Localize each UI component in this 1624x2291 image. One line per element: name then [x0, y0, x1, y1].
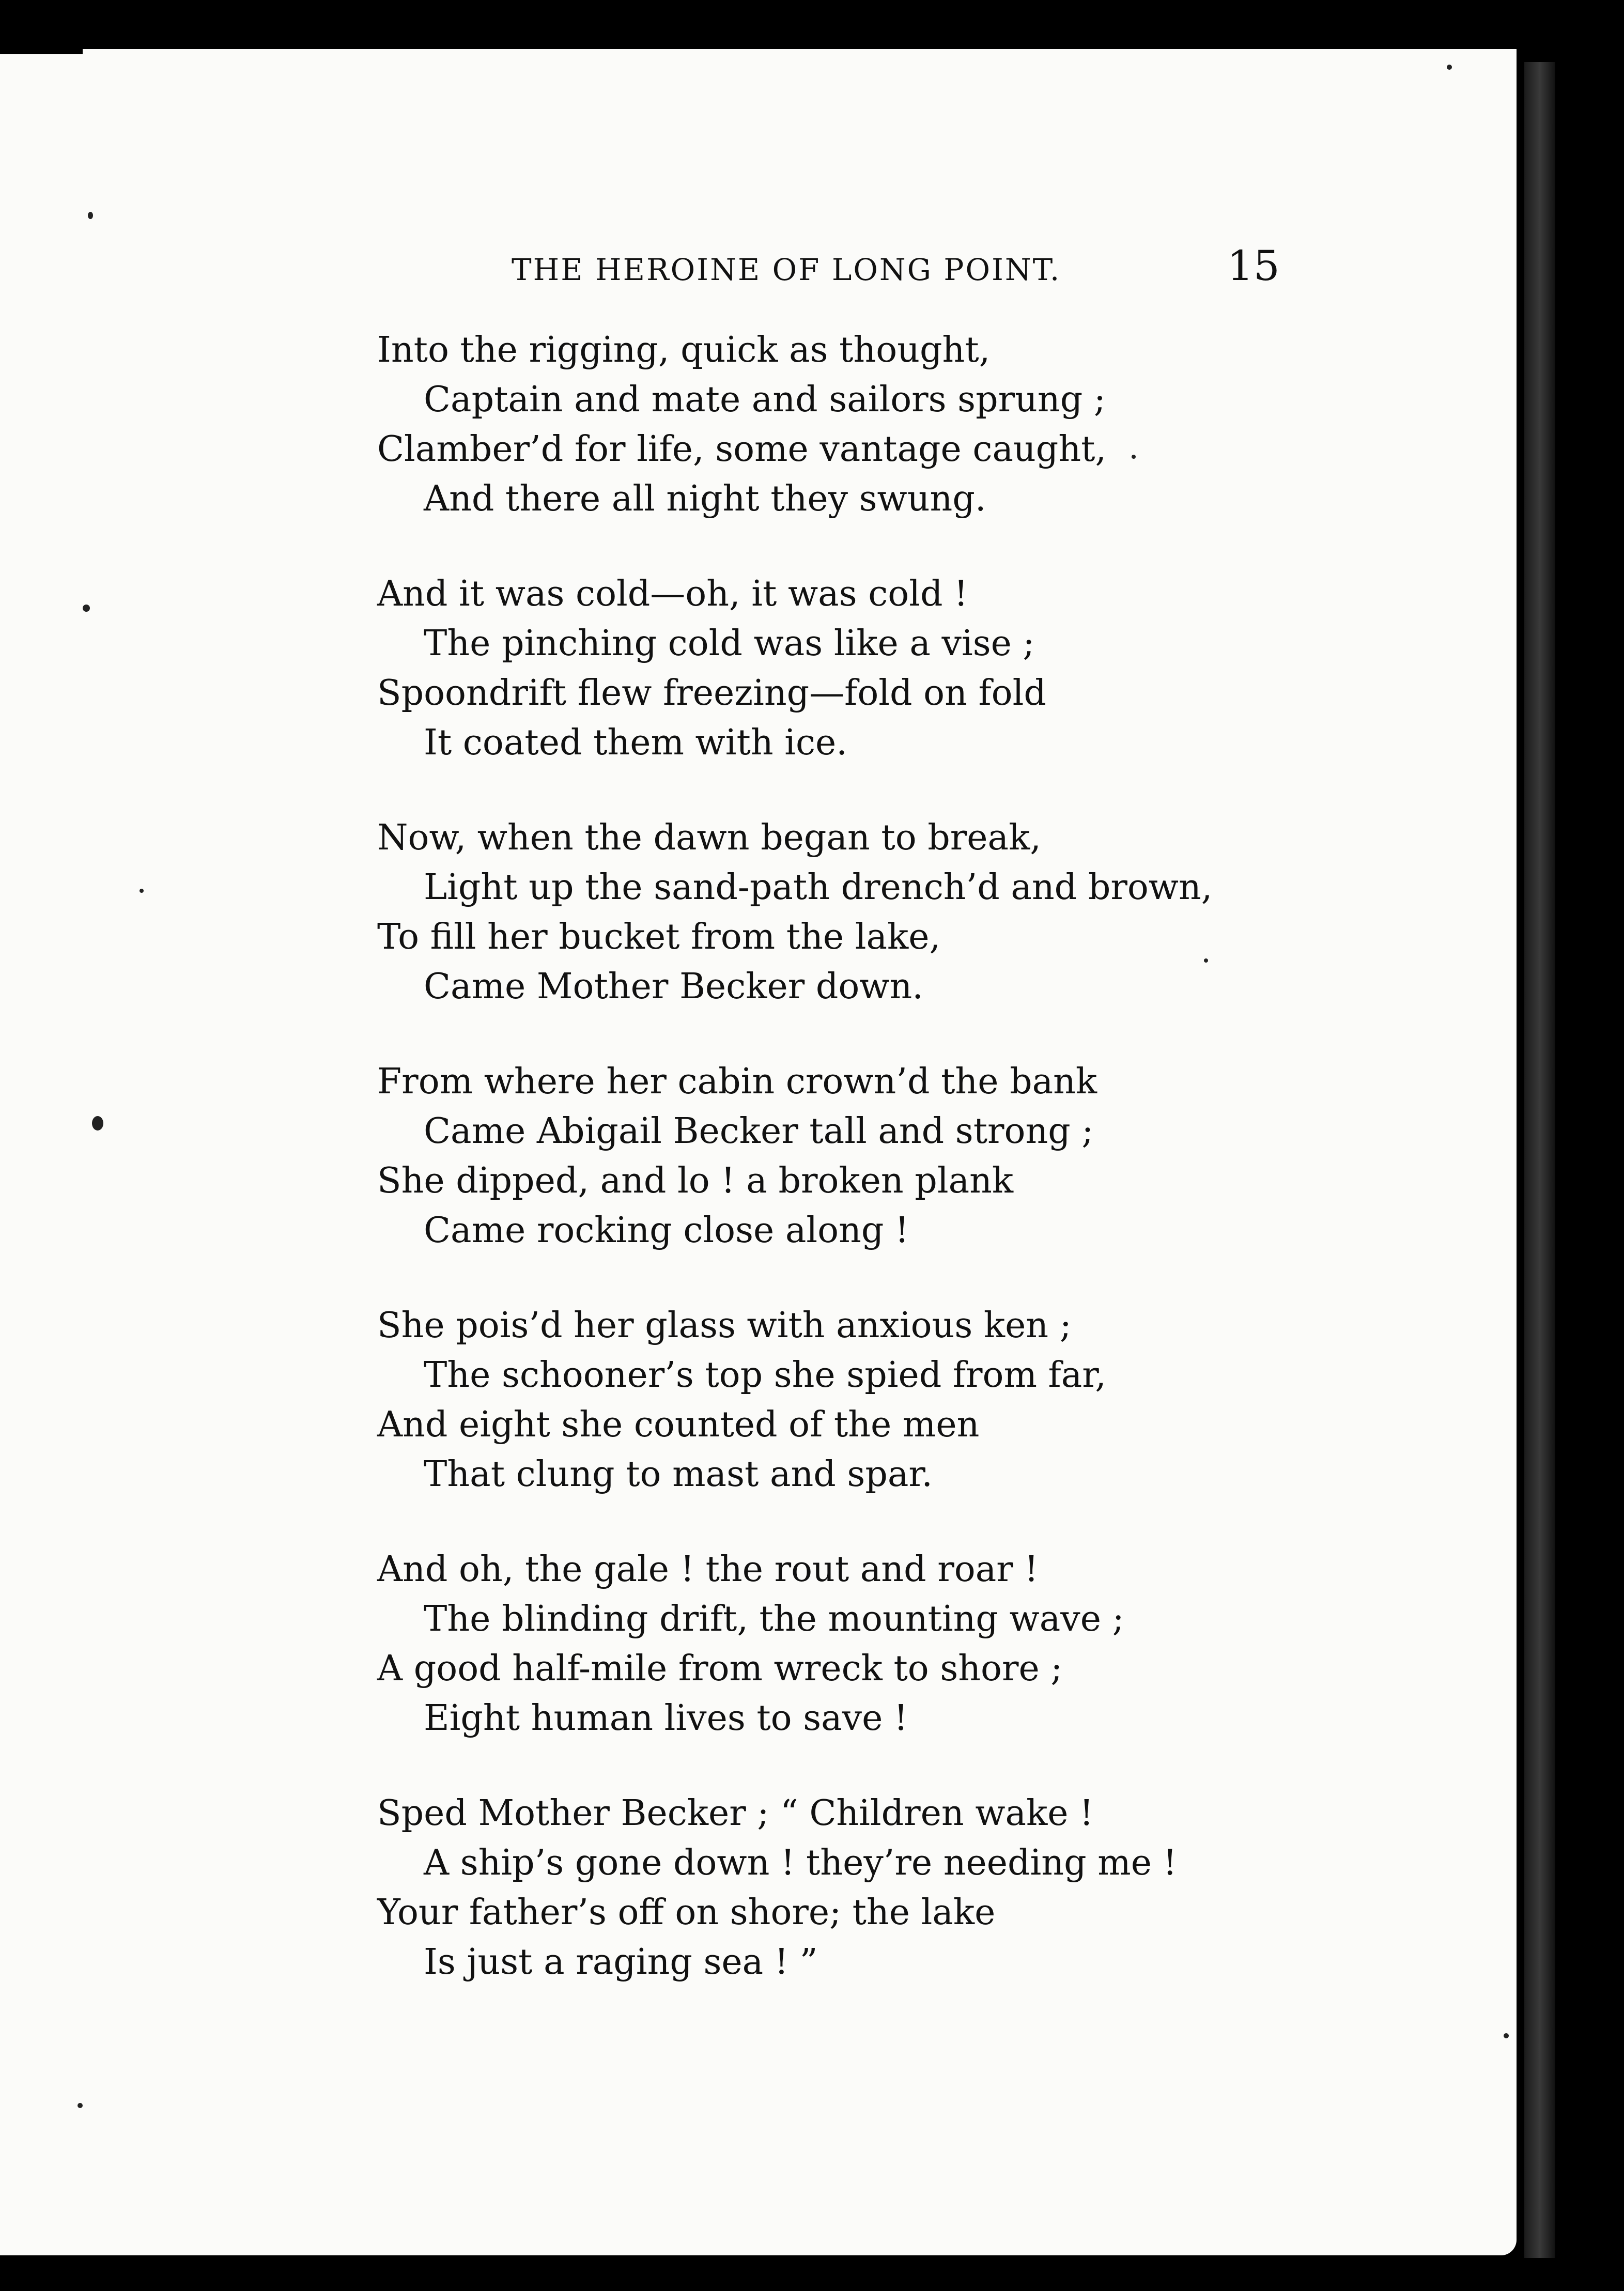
scan-speck [78, 2103, 83, 2108]
poem-line: Clamber’d for life, some vantage caught, [377, 429, 1107, 470]
poem-line: That clung to mast and spar. [424, 1454, 933, 1495]
poem-line: The blinding drift, the mounting wave ; [424, 1599, 1124, 1639]
poem-line: Is just a raging sea ! ” [424, 1942, 818, 1983]
poem-line: A ship’s gone down ! they’re needing me ! [424, 1843, 1177, 1883]
scan-speck [1132, 455, 1136, 459]
stanza [377, 569, 1411, 768]
stanza [377, 1301, 1411, 1499]
poem-line: Sped Mother Becker ; “ Children wake ! [377, 1793, 1094, 1834]
poem [377, 326, 1411, 2033]
scan-speck [1504, 2033, 1509, 2038]
poem-line: Came Mother Becker down. [424, 966, 923, 1007]
stanza [377, 1545, 1411, 1743]
poem-line: The schooner’s top she spied from far, [424, 1355, 1106, 1396]
poem-line: To fill her bucket from the lake, [377, 917, 941, 957]
poem-line: Now, when the dawn began to break, [377, 817, 1041, 858]
scan-speck [1204, 958, 1208, 963]
poem-line: Spoondrift flew freezing—fold on fold [377, 673, 1046, 714]
running-head: THE HEROINE OF LONG POINT. [512, 252, 1061, 287]
poem-line: And there all night they swung. [424, 478, 986, 519]
stanza [377, 326, 1411, 524]
poem-line: Captain and mate and sailors sprung ; [424, 379, 1106, 420]
poem-line: Eight human lives to save ! [424, 1698, 908, 1739]
page-header [512, 242, 1287, 293]
stanza [377, 813, 1411, 1012]
poem-line: A good half-mile from wreck to shore ; [377, 1648, 1063, 1689]
poem-line: And it was cold—oh, it was cold ! [377, 574, 968, 614]
poem-line: Came rocking close along ! [424, 1210, 909, 1251]
poem-line: She dipped, and lo ! a broken plank [377, 1160, 1014, 1201]
poem-line: And eight she counted of the men [377, 1404, 980, 1445]
scan-speck [88, 212, 93, 219]
poem-line: The pinching cold was like a vise ; [424, 623, 1035, 664]
stanza [377, 1789, 1411, 1987]
scan-speck [92, 1116, 103, 1131]
poem-line: Light up the sand-path drench’d and brown, [424, 867, 1213, 908]
poem-line: Into the rigging, quick as thought, [377, 330, 991, 370]
stanza [377, 1057, 1411, 1256]
poem-line: Your father’s off on shore; the lake [377, 1892, 996, 1933]
poem-line: Came Abigail Becker tall and strong ; [424, 1111, 1094, 1152]
scan-speck [140, 889, 144, 893]
poem-line: And oh, the gale ! the rout and roar ! [377, 1549, 1039, 1590]
page-edge-shadow [1524, 62, 1555, 2258]
poem-line: From where her cabin crown’d the bank [377, 1061, 1097, 1102]
scan-speck [83, 605, 90, 612]
scan-speck [1447, 65, 1452, 70]
page-number: 15 [1227, 242, 1280, 290]
scan-border [0, 31, 83, 54]
poem-line: She pois’d her glass with anxious ken ; [377, 1305, 1072, 1346]
poem-line: It coated them with ice. [424, 722, 847, 763]
